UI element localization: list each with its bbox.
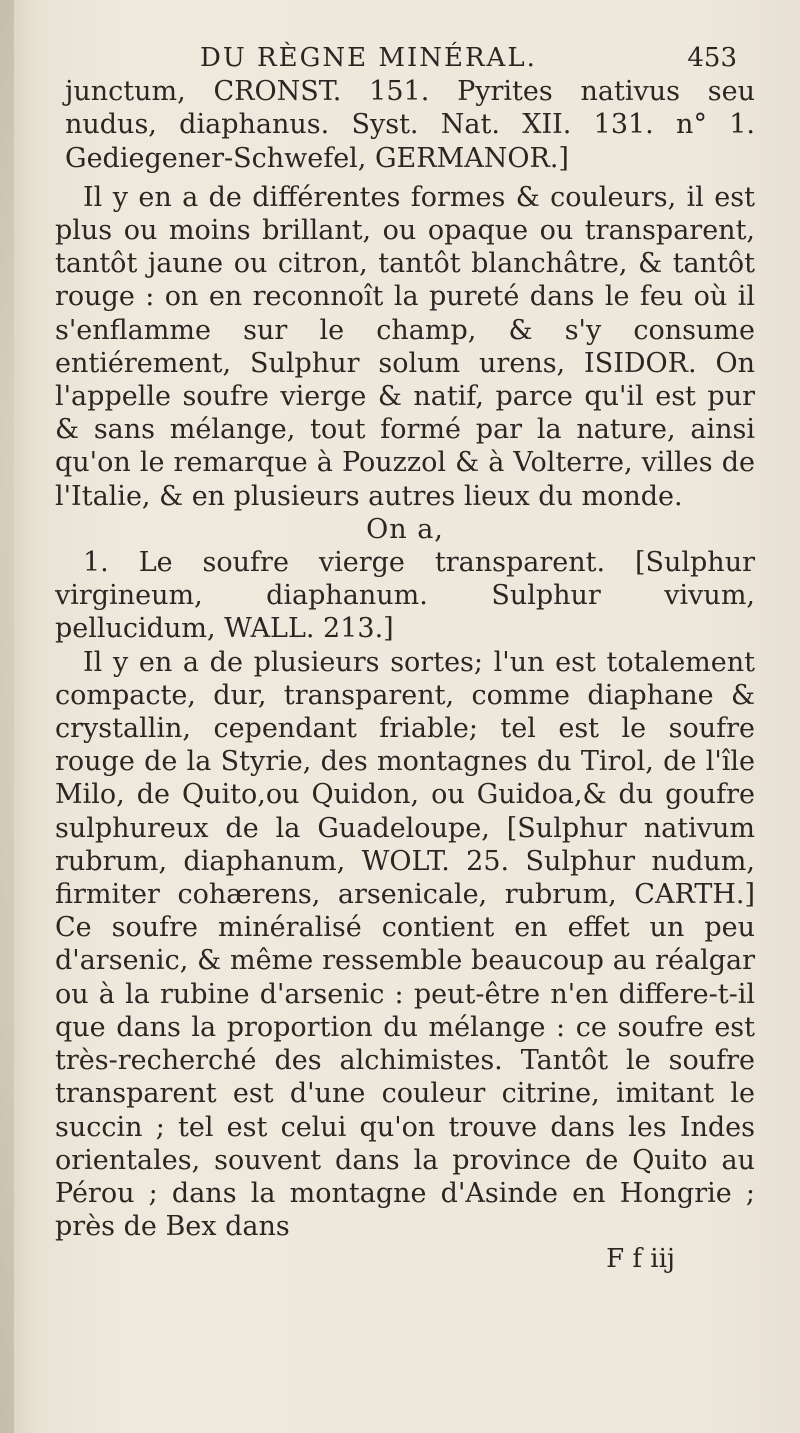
paragraph-continuation: junctum, CRONST. 151. Pyrites nativus seu nudus, diaphanus. Syst. Nat. XII. 131. n° 1. Gediegener-Schwefel, GERMANOR.] <box>65 76 755 174</box>
entry-1-description: Il y en a de plusieurs sortes; l'un est totalement compacte, dur, transparent, comme diaphane & crystallin, cependant friable; tel est le soufre rouge de la Styrie, des montagnes du Tirol, de l'île Milo, de Quito,ou Quidon, ou Guidoa,& du goufre sulphureux de la Guadeloupe, [Sulphur nativum rubrum, diaphanum, WOLT. 25. Sulphur nudum, firmiter cohærens, arsenicale, rubrum, CARTH.] Ce soufre minéralisé contient en effet un peu d'arsenic, & même ressemble beaucoup au réalgar ou à la rubine d'arsenic : peut-être n'en differe-t-il que dans la proportion du mélange : ce soufre est très-recherché des alchimistes. Tantôt le soufre transparent est d'une couleur citrine, imitant le succin ; tel est celui qu'on trouve dans les Indes orientales, souvent dans la province de Quito au Pérou ; dans la montagne d'Asinde en Hongrie ; près de Bex dans <box>55 646 755 1243</box>
page-number: 453 <box>687 43 737 73</box>
signature-mark: F f iij <box>606 1244 675 1275</box>
running-title: DU RÈGNE MINÉRAL. <box>200 43 537 73</box>
paragraph-description: Il y en a de différentes formes & couleurs, il est plus ou moins brillant, ou opaque ou transparent, tantôt jaune ou citron, tantôt blanchâtre, & tantôt rouge : on en reconnoît la pureté dans le feu où il s'enflamme sur le champ, & s'y consume entiérement, Sulphur solum urens, ISIDOR. On l'appelle soufre vierge & natif, parce qu'il est pur & sans mélange, tout formé par la nature, ainsi qu'on le remarque à Pouzzol & à Volterre, villes de l'Italie, & en plusieurs autres lieux du monde. <box>55 181 755 512</box>
subheading-on-a: On a, <box>366 513 444 545</box>
binding-gutter <box>0 0 14 1433</box>
running-header <box>55 42 755 75</box>
entry-1-title: 1. Le soufre vierge transparent. [Sulphur virgineum, diaphanum. Sulphur vivum, pellucidum, WALL. 213.] <box>55 547 755 645</box>
page-text <box>55 42 755 1277</box>
